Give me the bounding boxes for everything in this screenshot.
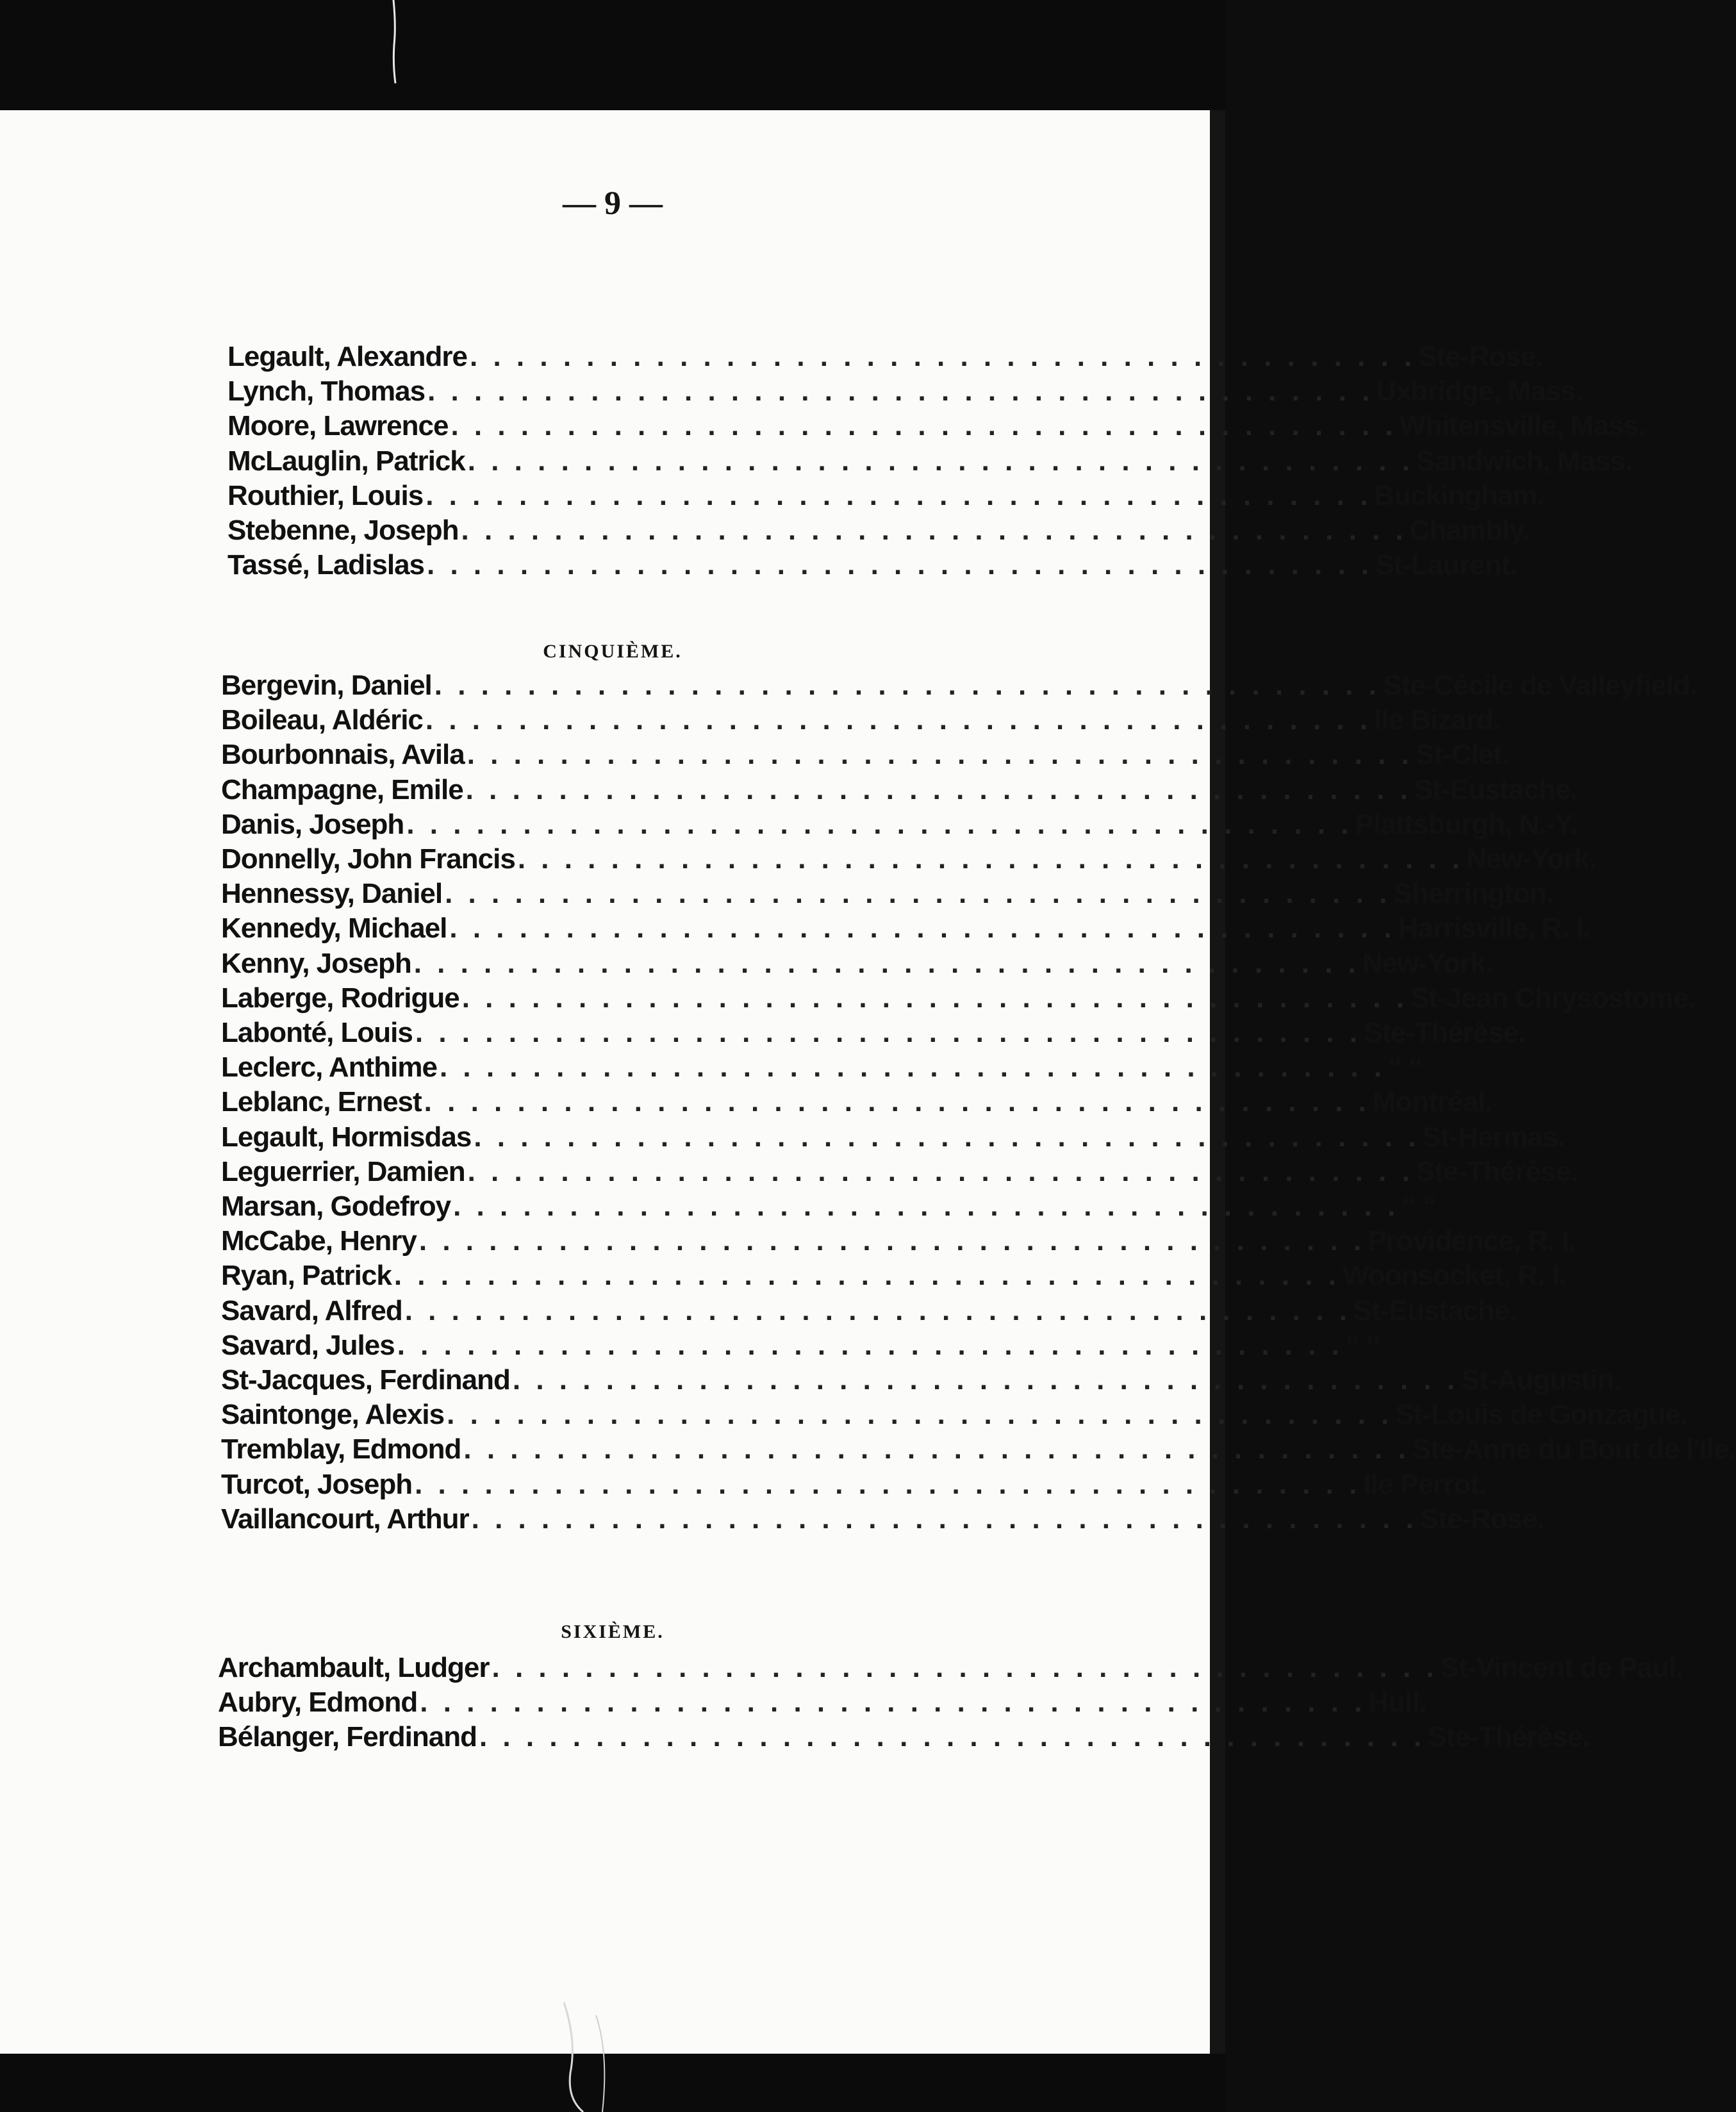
leader-dots: . . . . . . . . . . . . . . . . . . . . . . . . . . . . . . . . . . . . . . . . . [427,375,1374,408]
student-name: Moore, Lawrence [227,410,449,442]
hometown: Ile Bizard. [1374,704,1500,736]
hometown: Uxbridge, Mass. [1376,375,1583,408]
student-name: Leblanc, Ernest [221,1086,422,1118]
student-name: Champagne, Emile [221,773,463,805]
leader-dots: . . . . . . . . . . . . . . . . . . . . . . . . . . . . . . . . . . . . . . . . . [463,1433,1410,1465]
list-entry [221,982,1696,1019]
list-entry [221,878,1553,915]
list-entry [227,549,1517,586]
list-entry [221,1155,1578,1193]
list-entry [227,341,1543,378]
hometown: St-Laurent. [1375,549,1517,581]
hometown: “ “ [1388,1052,1423,1084]
list-entry [218,1687,1426,1724]
leader-dots: . . . . . . . . . . . . . . . . . . . . . . . . . . . . . . . . . . . . . . . . . [467,739,1413,771]
leader-dots: . . . . . . . . . . . . . . . . . . . . . . . . . . . . . . . . . . . . . . . . . [471,1503,1418,1535]
leader-dots: . . . . . . . . . . . . . . . . . . . . . . . . . . . . . . . . . . . . . . . . . [434,670,1380,701]
list-entry [221,739,1509,776]
student-name: Savard, Jules [221,1329,395,1361]
student-name: Ryan, Patrick [221,1260,392,1292]
binding-thread-top [392,0,397,83]
hometown: Woonsocket, R. I. [1343,1260,1566,1292]
leader-dots: . . . . . . . . . . . . . . . . . . . . . . . . . . . . . . . . . . . . . . . . . [451,410,1397,442]
student-name: Kenny, Joseph [221,947,411,979]
student-name: Laberge, Rodrigue [221,982,459,1014]
leader-dots: . . . . . . . . . . . . . . . . . . . . . . . . . . . . . . . . . . . . . . . . . [453,1191,1400,1222]
hometown: Ste-Thérèse. [1364,1017,1526,1048]
hometown: Montréal. [1372,1086,1492,1118]
hometown: Whitensville, Mass. [1399,410,1646,442]
student-name: McCabe, Henry [221,1225,417,1257]
leader-dots: . . . . . . . . . . . . . . . . . . . . . . . . . . . . . . . . . . . . . . . . . [449,912,1396,945]
list-entry [227,410,1646,447]
hometown: St-Eustache. [1353,1294,1517,1326]
student-name: St-Jacques, Ferdinand [221,1364,510,1396]
hometown: St-Jean Chrysostome. [1410,982,1696,1014]
list-entry [221,912,1591,950]
list-entry [227,479,1544,517]
leader-dots: . . . . . . . . . . . . . . . . . . . . . . . . . . . . . . . . . . . . . . . . . [470,341,1416,372]
list-entry [227,375,1583,413]
leader-dots: . . . . . . . . . . . . . . . . . . . . . . . . . . . . . . . . . . . . . . . . . [445,878,1391,910]
student-name: Routhier, Louis [227,479,424,511]
list-entry [218,1721,1590,1758]
leader-dots: . . . . . . . . . . . . . . . . . . . . . . . . . . . . . . . . . . . . . . . . . [415,1017,1362,1048]
student-name: Boileau, Aldéric [221,704,423,736]
list-entry [221,1433,1736,1471]
hometown: Hull. [1368,1687,1426,1719]
hometown: Ste-Rose. [1419,1503,1544,1535]
leader-dots: . . . . . . . . . . . . . . . . . . . . . . . . . . . . . . . . . . . . . . . . . [427,549,1373,581]
hometown: Sherrington. [1393,878,1553,910]
list-entry [221,1399,1688,1436]
student-name: Labonté, Louis [221,1017,413,1048]
list-entry [221,947,1492,985]
hometown: Buckingham. [1374,479,1544,511]
student-name: Savard, Alfred [221,1294,402,1326]
leader-dots: . . . . . . . . . . . . . . . . . . . . . . . . . . . . . . . . . . . . . . . . . [479,1721,1426,1753]
list-entry [221,670,1697,707]
student-name: Lynch, Thomas [227,375,426,408]
student-name: Stebenne, Joseph [227,515,459,546]
student-name: Legault, Hormisdas [221,1121,472,1153]
student-name: Danis, Joseph [221,808,404,840]
page-number: — 9 — [563,185,663,222]
student-name: Archambault, Ludger [218,1652,490,1683]
list-entry [227,515,1530,552]
list-entry [221,1260,1566,1297]
list-entry [221,1017,1526,1054]
leader-dots: . . . . . . . . . . . . . . . . . . . . . . . . . . . . . . . . . . . . . . . . . [413,947,1360,979]
list-entry [221,1329,1380,1367]
section-heading: SIXIÈME. [561,1621,665,1642]
list-entry [221,1225,1576,1262]
student-name: McLauglin, Patrick [227,445,465,477]
hometown: Ste-Rose. [1418,341,1543,372]
leader-dots: . . . . . . . . . . . . . . . . . . . . . . . . . . . . . . . . . . . . . . . . . [517,843,1464,875]
student-name: Tassé, Ladislas [227,549,425,581]
hometown: St-Hermas. [1422,1121,1565,1153]
student-name: Donnelly, John Francis [221,843,515,875]
hometown: New-York. [1362,947,1492,979]
leader-dots: . . . . . . . . . . . . . . . . . . . . . . . . . . . . . . . . . . . . . . . . . [420,1687,1366,1719]
student-name: Tremblay, Edmond [221,1433,461,1465]
student-name: Hennessy, Daniel [221,878,443,910]
hometown: Ste-Anne du Bout de l'Ile. [1412,1433,1736,1465]
leader-dots: . . . . . . . . . . . . . . . . . . . . . . . . . . . . . . . . . . . . . . . . . [426,479,1372,511]
list-entry [221,1294,1517,1332]
leader-dots: . . . . . . . . . . . . . . . . . . . . . . . . . . . . . . . . . . . . . . . . . [512,1364,1459,1396]
leader-dots: . . . . . . . . . . . . . . . . . . . . . . . . . . . . . . . . . . . . . . . . . [418,1225,1366,1257]
hometown: St-Clet. [1415,739,1509,771]
leader-dots: . . . . . . . . . . . . . . . . . . . . . . . . . . . . . . . . . . . . . . . . . [404,1294,1351,1326]
leader-dots: . . . . . . . . . . . . . . . . . . . . . . . . . . . . . . . . . . . . . . . . . [393,1260,1341,1292]
student-name: Leclerc, Anthime [221,1052,437,1084]
list-entry [221,1121,1565,1159]
student-name: Saintonge, Alexis [221,1399,445,1431]
student-name: Bergevin, Daniel [221,670,432,701]
list-entry [221,808,1577,846]
hometown: St-Augustin. [1461,1364,1621,1396]
student-name: Bélanger, Ferdinand [218,1721,477,1753]
leader-dots: . . . . . . . . . . . . . . . . . . . . . . . . . . . . . . . . . . . . . . . . . [397,1329,1343,1361]
list-entry [221,1468,1487,1506]
hometown: Providence, R. I. [1368,1225,1576,1257]
list-entry [221,1086,1492,1123]
student-name: Legault, Alexandre [227,341,468,372]
list-entry [221,1191,1436,1228]
leader-dots: . . . . . . . . . . . . . . . . . . . . . . . . . . . . . . . . . . . . . . . . . [424,1086,1370,1118]
list-entry [221,704,1500,741]
hometown: New-York. [1466,843,1596,875]
hometown: St-Louis de Gonzague. [1395,1399,1688,1431]
leader-dots: . . . . . . . . . . . . . . . . . . . . . . . . . . . . . . . . . . . . . . . . . [425,704,1372,736]
student-name: Turcot, Joseph [221,1468,413,1500]
hometown: Plattsburgh, N.-Y. [1355,808,1577,840]
leader-dots: . . . . . . . . . . . . . . . . . . . . . . . . . . . . . . . . . . . . . . . . . [474,1121,1420,1153]
leader-dots: . . . . . . . . . . . . . . . . . . . . . . . . . . . . . . . . . . . . . . . . . [406,808,1353,840]
leader-dots: . . . . . . . . . . . . . . . . . . . . . . . . . . . . . . . . . . . . . . . . . [465,773,1412,805]
student-name: Kennedy, Michael [221,912,447,945]
binding-thread-bottom [558,2002,622,2112]
student-name: Aubry, Edmond [218,1687,418,1719]
list-entry [227,445,1633,483]
hometown: Chambly. [1409,515,1530,546]
student-name: Leguerrier, Damien [221,1155,465,1187]
hometown: St-Vincent de Paul. [1440,1652,1683,1683]
student-name: Marsan, Godefroy [221,1191,451,1222]
hometown: Sandwich, Mass. [1416,445,1633,477]
leader-dots: . . . . . . . . . . . . . . . . . . . . . . . . . . . . . . . . . . . . . . . . . [461,515,1407,546]
scan-top-border [0,0,1225,112]
list-entry [221,1364,1621,1401]
section-heading: CINQUIÈME. [543,641,682,662]
list-entry [218,1652,1683,1689]
list-entry [221,1052,1423,1089]
hometown: “ “ [1345,1329,1380,1361]
leader-dots: . . . . . . . . . . . . . . . . . . . . . . . . . . . . . . . . . . . . . . . . . [439,1052,1386,1084]
leader-dots: . . . . . . . . . . . . . . . . . . . . . . . . . . . . . . . . . . . . . . . . . [492,1652,1438,1683]
list-entry [221,1503,1544,1540]
hometown: Ste-Thérèse. [1416,1155,1578,1187]
hometown: Ile Perrot. [1363,1468,1487,1500]
hometown: Ste-Cécile de Valleyfield. [1382,670,1697,701]
leader-dots: . . . . . . . . . . . . . . . . . . . . . . . . . . . . . . . . . . . . . . . . . [467,1155,1414,1187]
list-entry [221,843,1596,880]
leader-dots: . . . . . . . . . . . . . . . . . . . . . . . . . . . . . . . . . . . . . . . . . [415,1468,1361,1500]
leader-dots: . . . . . . . . . . . . . . . . . . . . . . . . . . . . . . . . . . . . . . . . . [467,445,1414,477]
hometown: St-Eustache. [1414,773,1578,805]
leader-dots: . . . . . . . . . . . . . . . . . . . . . . . . . . . . . . . . . . . . . . . . . [447,1399,1393,1431]
hometown: Harrisville, R. I. [1398,912,1591,945]
student-name: Vaillancourt, Arthur [221,1503,469,1535]
list-entry [221,773,1578,811]
hometown: “ “ [1401,1191,1436,1222]
student-name: Bourbonnais, Avila [221,739,465,771]
leader-dots: . . . . . . . . . . . . . . . . . . . . . . . . . . . . . . . . . . . . . . . . . [461,982,1408,1014]
hometown: Ste-Thérèse. [1428,1721,1590,1753]
